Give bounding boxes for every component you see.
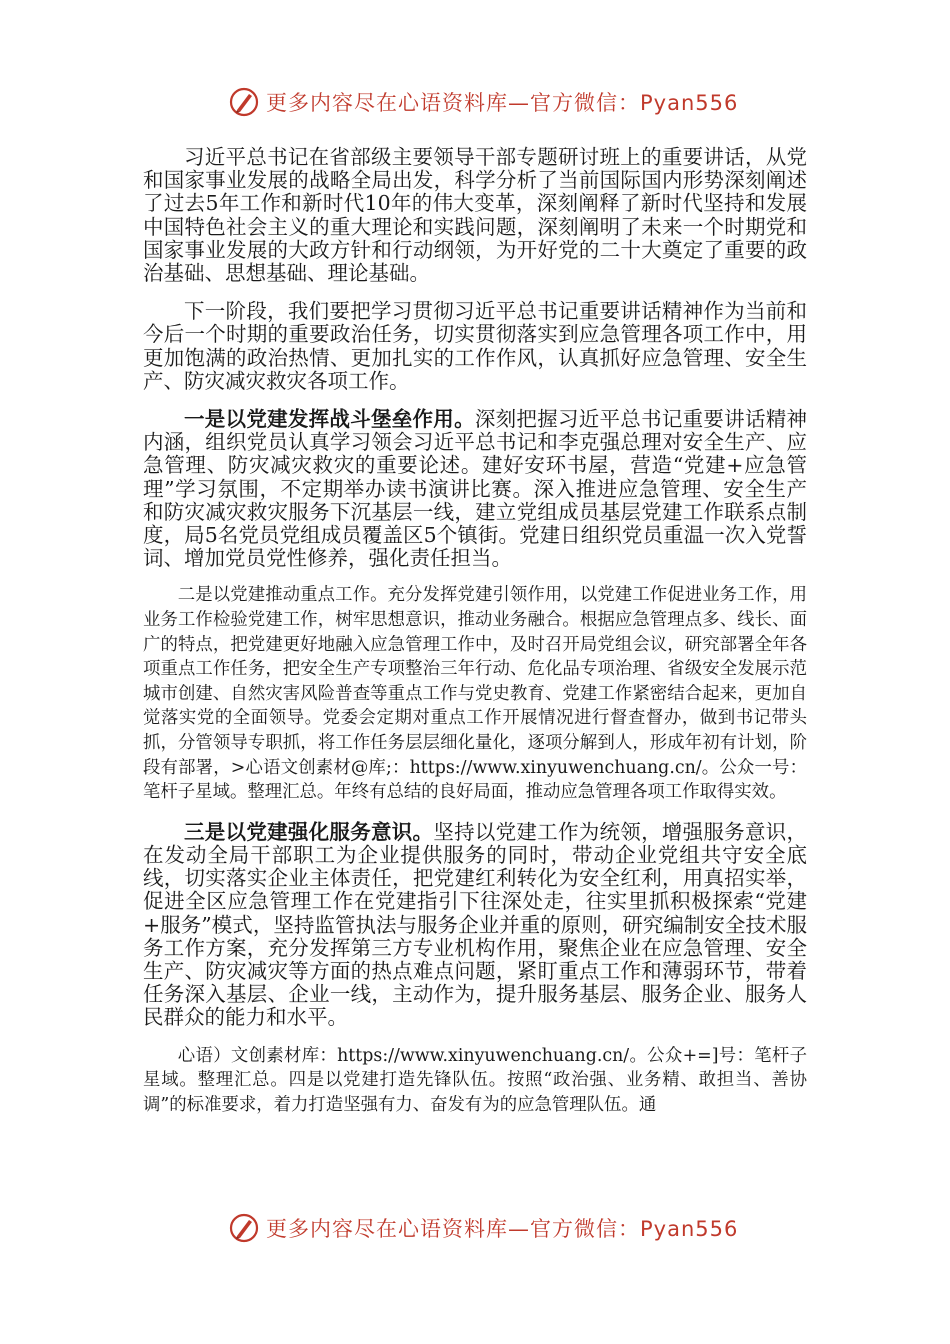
paragraph-body: 深刻把握习近平总书记重要讲话精神内涵，组织党员认真学习领会习近平总书记和李克强总理对安全生产、应急管理、防灾减灾救灾的重要论述。建好安环书屋，营造“党建+应急管理”学习氛围，不定期举办读书演讲比赛。深入推进应急管理、安全生产和防灾减灾救灾服务下沉基层一线，建立党组成员基层党建工作联系点制度，局5名党员党组成员覆盖区5个镇街。党建日组织党员重温一次入党誓词、增加党员党性修养，强化责任担当。 bbox=[143, 407, 808, 571]
paragraph-lead: 一是以党建发挥战斗堡垒作用。 bbox=[184, 407, 475, 432]
pen-quill-logo-icon bbox=[228, 86, 260, 118]
document-body bbox=[143, 146, 807, 1117]
paragraph-next-stage: 下一阶段，我们要把学习贯彻习近平总书记重要讲话精神作为当前和今后一个时期的重要政治任务，切实贯彻落实到应急管理各项工作中，用更加饱满的政治热情、更加扎实的工作作风，认真抓好应急管理、安全生产、防灾减灾救灾各项工作。 bbox=[143, 299, 807, 393]
header-banner bbox=[0, 82, 950, 122]
paragraph-point-two: 二是以党建推动重点工作。充分发挥党建引领作用，以党建工作促进业务工作，用业务工作检验党建工作，树牢思想意识，推动业务融合。根据应急管理点多、线长、面广的特点，把党建更好地融入应急管理工作中，及时召开局党组会议，研究部署全年各项重点工作任务，把安全生产专项整治三年行动、危化品专项治理、省级安全发展示范城市创建、自然灾害风险普查等重点工作与党史教育、党建工作紧密结合起来，更加自觉落实党的全面领导。党委会定期对重点工作开展情况进行督查督办，做到书记带头抓，分管领导专职抓，将工作任务层层细化量化，逐项分解到人，形成年初有计划，阶段有部署，>心语文创素材@库;：https://www.xinyuwenchuang.cn/。公众一号：笔杆子星域。整理汇总。年终有总结的良好局面，推动应急管理各项工作取得实效。 bbox=[143, 585, 807, 803]
paragraph-point-three bbox=[143, 821, 807, 1030]
paragraph-lead: 三是以党建强化服务意识。 bbox=[184, 819, 434, 844]
header-banner-text: 更多内容尽在心语资料库—官方微信：Pyan556 bbox=[266, 91, 739, 115]
paragraph-point-one bbox=[143, 408, 807, 570]
paragraph-body: 坚持以党建工作为统领，增强服务意识，在发动全局干部职工为企业提供服务的同时，带动企业党组共守安全底线，切实落实企业主体责任，把党建红利转化为安全红利，用真招实举，促进全区应急管理工作在党建指引下往深处走，往实里抓积极探索“党建+服务”模式，坚持监管执法与服务企业并重的原则，研究编制安全技术服务工作方案，充分发挥第三方专业机构作用，聚焦企业在应急管理、安全生产、防灾减灾等方面的热点难点问题，紧盯重点工作和薄弱环节，带着任务深入基层、企业一线，主动作为，提升服务基层、服务企业、服务人民群众的能力和水平。 bbox=[143, 819, 808, 1030]
footer-banner bbox=[0, 1208, 950, 1248]
footer-banner-text: 更多内容尽在心语资料库—官方微信：Pyan556 bbox=[266, 1217, 739, 1241]
paragraph-point-four: 心语）文创素材库：https://www.xinyuwenchuang.cn/。公众+=]号：笔杆子星域。整理汇总。四是以党建打造先锋队伍。按照“政治强、业务精、敢担当、善协调”的标准要求，着力打造坚强有力、奋发有为的应急管理队伍。通 bbox=[143, 1045, 807, 1115]
pen-quill-logo-icon bbox=[228, 1212, 260, 1244]
paragraph-intro: 习近平总书记在省部级主要领导干部专题研讨班上的重要讲话，从党和国家事业发展的战略全局出发，科学分析了当前国际国内形势深刻阐述了过去5年工作和新时代10年的伟大变革，深刻阐释了新时代坚持和发展中国特色社会主义的重大理论和实践问题，深刻阐明了未来一个时期党和国家事业发展的大政方针和行动纲领，为开好党的二十大奠定了重要的政治基础、思想基础、理论基础。 bbox=[143, 145, 807, 286]
